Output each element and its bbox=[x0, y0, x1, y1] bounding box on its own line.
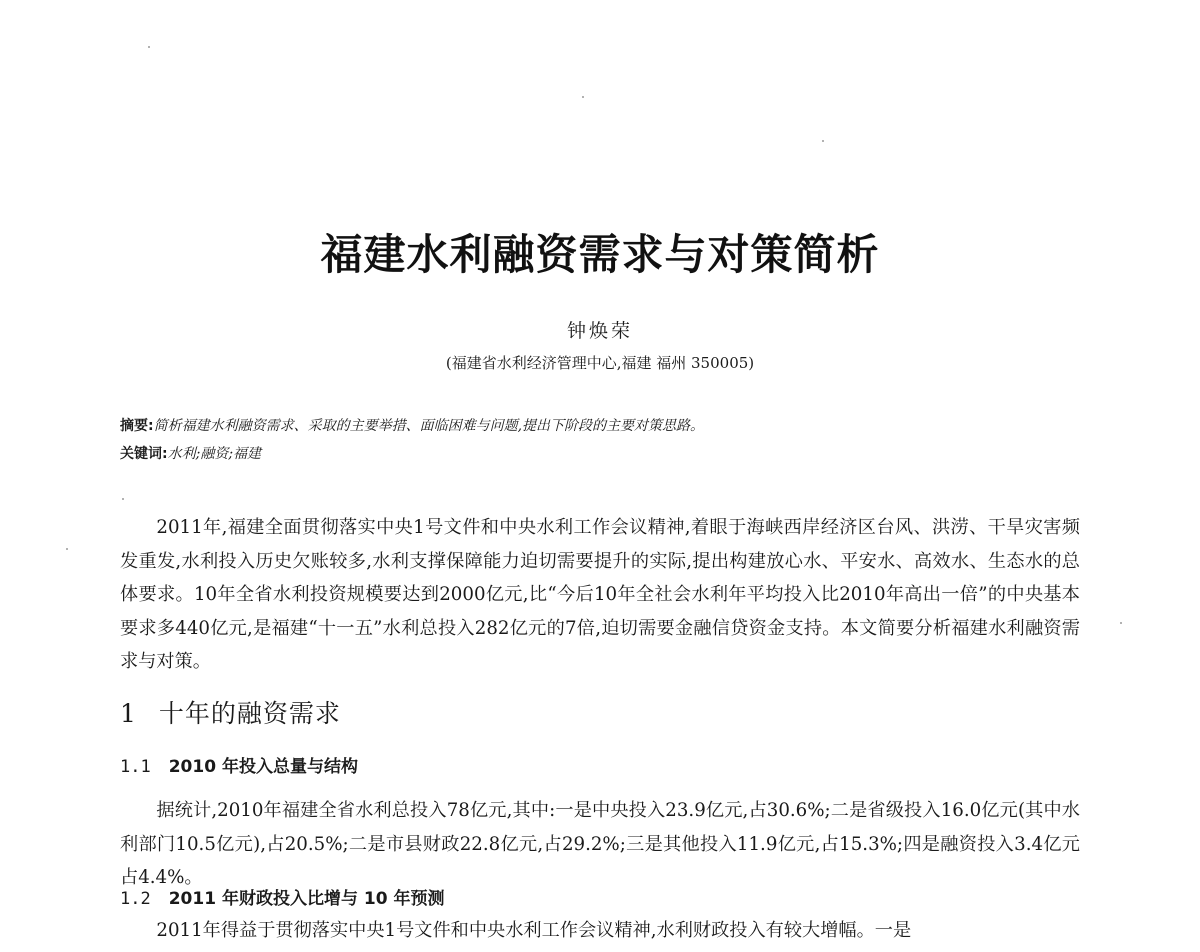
section-1-2-number: 1.2 bbox=[120, 889, 151, 909]
author-affiliation: (福建省水利经济管理中心,福建 福州 350005) bbox=[445, 354, 755, 372]
section-1-number: 1 bbox=[120, 699, 137, 728]
keywords-text: 水利;融资;福建 bbox=[167, 446, 262, 462]
scan-speck bbox=[66, 548, 68, 550]
scan-speck bbox=[582, 96, 584, 98]
abstract-label: 摘要: bbox=[120, 418, 154, 434]
scan-speck bbox=[148, 46, 150, 48]
article-title: 福建水利融资需求与对策简析 bbox=[320, 230, 880, 279]
keywords-block bbox=[120, 442, 1080, 466]
scan-speck bbox=[1120, 622, 1122, 624]
section-1-1-paragraph: 据统计,2010年福建全省水利总投入78亿元,其中:一是中央投入23.9亿元,占30.6%;二是省级投入16.0亿元(其中水利部门10.5亿元),占20.5%;二是市县财政22.8亿元,占29.2%;三是其他投入11.9亿元,占15.3%;四是融资投入3.4亿元占4.4%。 bbox=[120, 800, 1080, 888]
scan-speck bbox=[122, 498, 124, 500]
abstract-block bbox=[120, 414, 1080, 438]
section-1-1-heading bbox=[120, 752, 358, 777]
keywords-label: 关键词: bbox=[120, 446, 168, 462]
intro-paragraph: 2011年,福建全面贯彻落实中央1号文件和中央水利工作会议精神,着眼于海峡西岸经济区台风、洪涝、干旱灾害频发重发,水利投入历史欠账较多,水利支撑保障能力迫切需要提升的实际,提出构建放心水、平安水、高效水、生态水的总体要求。10年全省水利投资规模要达到2000亿元,比“今后10年全社会水利年平均投入比2010年高出一倍”的中央基本要求多440亿元,是福建“十一五”水利总投入282亿元的7倍,迫切需要金融信贷资金支持。本文简要分析福建水利融资需求与对策。 bbox=[120, 517, 1080, 672]
author-name: 钟焕荣 bbox=[566, 320, 633, 342]
section-1-2-heading bbox=[120, 884, 444, 909]
section-1-2-title: 2011 年财政投入比增与 10 年预测 bbox=[168, 889, 445, 909]
section-1-heading bbox=[120, 694, 341, 730]
abstract-text: 简析福建水利融资需求、采取的主要举措、面临困难与问题,提出下阶段的主要对策思路。 bbox=[153, 418, 705, 434]
section-1-1-number: 1.1 bbox=[120, 757, 151, 777]
section-1-1-title: 2010 年投入总量与结构 bbox=[168, 757, 358, 777]
section-1-2-paragraph: 2011年得益于贯彻落实中央1号文件和中央水利工作会议精神,水利财政投入有较大增幅。一是 bbox=[156, 920, 912, 941]
scan-speck bbox=[822, 140, 824, 142]
section-1-title: 十年的融资需求 bbox=[158, 699, 341, 728]
